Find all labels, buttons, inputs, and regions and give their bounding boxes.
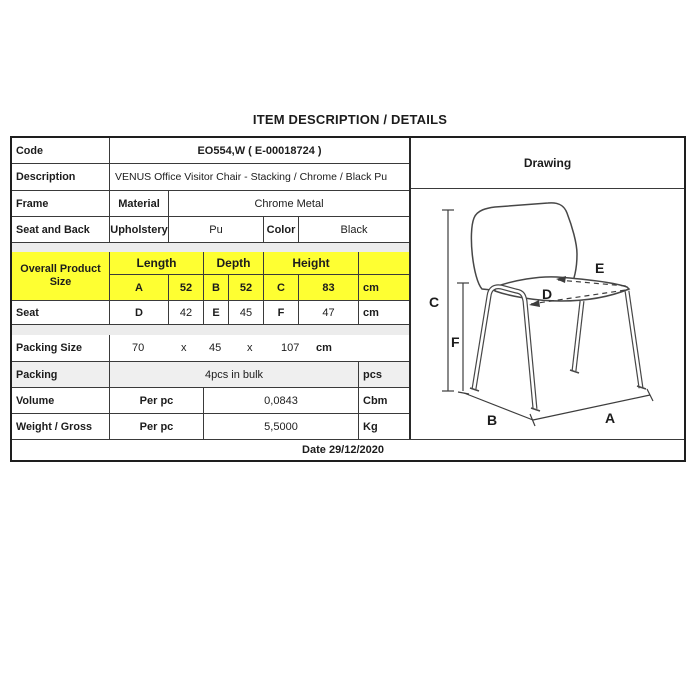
upholstery-label: Upholstery [110, 217, 169, 242]
row-weight [12, 414, 409, 439]
dim-d-value: 42 [169, 301, 204, 324]
packing-value: 4pcs in bulk [110, 362, 359, 387]
code-value: EO554,W ( E-00018724 ) [197, 144, 322, 157]
dim-c-letter: C [264, 275, 299, 300]
dim-b-value: 52 [229, 275, 264, 300]
dim-d-letter: D [110, 301, 169, 324]
packing-size-values [110, 335, 409, 361]
packing-unit: pcs [359, 362, 409, 387]
overall-unit: cm [359, 275, 409, 300]
chair-drawing-svg [411, 189, 684, 439]
packing-size-depth: 45 [209, 342, 222, 354]
chair-feet [470, 370, 646, 411]
weight-label: Weight / Gross [12, 414, 110, 439]
drawing-label-c: C [429, 294, 440, 310]
dim-c-value: 83 [299, 275, 359, 300]
chair-drawing [411, 189, 684, 439]
volume-value: 0,0843 [204, 388, 359, 413]
dim-f-value: 47 [299, 301, 359, 324]
drawing-label-e: E [595, 260, 605, 276]
color-label: Color [264, 217, 299, 242]
page-title: ITEM DESCRIPTION / DETAILS [252, 112, 448, 127]
weight-unit: Kg [363, 420, 378, 433]
row-seat-and-back [12, 217, 409, 243]
table-upper [12, 138, 684, 439]
volume-unit: Cbm [363, 394, 388, 407]
depth-header: Depth [204, 252, 264, 274]
dim-b-letter: B [204, 275, 229, 300]
code-label: Code [12, 138, 110, 163]
row-seat [12, 301, 409, 325]
packing-size-x2: x [247, 342, 253, 354]
row-packing-size [12, 335, 409, 362]
overall-size-block [12, 252, 409, 300]
drawing-section [411, 138, 684, 439]
description-label: Description [12, 164, 110, 190]
dim-e-letter: E [204, 301, 229, 324]
packing-size-width: 70 [132, 342, 145, 354]
overall-size-value-row [110, 275, 409, 300]
row-frame [12, 191, 409, 217]
overall-size-header-row [110, 252, 409, 275]
frame-label: Frame [12, 191, 110, 216]
packing-size-unit: cm [316, 342, 332, 354]
drawing-label-a: A [605, 410, 616, 426]
row-date [12, 439, 684, 460]
overall-size-label: Overall Product Size [12, 252, 110, 300]
frame-material-value: Chrome Metal [254, 197, 324, 210]
dim-line-a [533, 395, 650, 420]
row-code [12, 138, 409, 164]
drawing-label-b: B [487, 412, 498, 428]
description-value: VENUS Office Visitor Chair - Stacking / Chrome / Black Pu [115, 171, 388, 183]
frame-material-label: Material [110, 191, 169, 216]
row-packing [12, 362, 409, 388]
spec-left-section [12, 138, 411, 439]
dim-line-b [464, 393, 533, 420]
color-value: Black [340, 223, 368, 236]
upholstery-value: Pu [169, 217, 264, 242]
dim-e-value: 45 [229, 301, 264, 324]
overall-empty-cell [359, 252, 409, 274]
packing-size-x1: x [181, 342, 187, 354]
drawing-header: Drawing [411, 138, 684, 189]
separator-row [12, 243, 409, 252]
spec-table [10, 136, 686, 462]
date-value: Date 29/12/2020 [302, 444, 384, 456]
dim-a-letter: A [110, 275, 169, 300]
seat-unit: cm [363, 306, 379, 319]
drawing-label-f: F [451, 334, 460, 350]
weight-per-pc: Per pc [110, 414, 204, 439]
packing-size-label: Packing Size [12, 335, 110, 361]
dim-f-letter: F [264, 301, 299, 324]
volume-per-pc: Per pc [110, 388, 204, 413]
row-volume [12, 388, 409, 414]
row-description [12, 164, 409, 191]
drawing-label-d: D [542, 286, 553, 302]
seat-back-label: Seat and Back [12, 217, 110, 242]
seat-label: Seat [12, 301, 110, 324]
packing-label: Packing [12, 362, 110, 387]
dim-a-value: 52 [169, 275, 204, 300]
packing-size-height: 107 [281, 342, 300, 354]
volume-label: Volume [12, 388, 110, 413]
weight-value: 5,5000 [204, 414, 359, 439]
length-header: Length [110, 252, 204, 274]
separator-row [12, 325, 409, 335]
height-header: Height [264, 252, 359, 274]
